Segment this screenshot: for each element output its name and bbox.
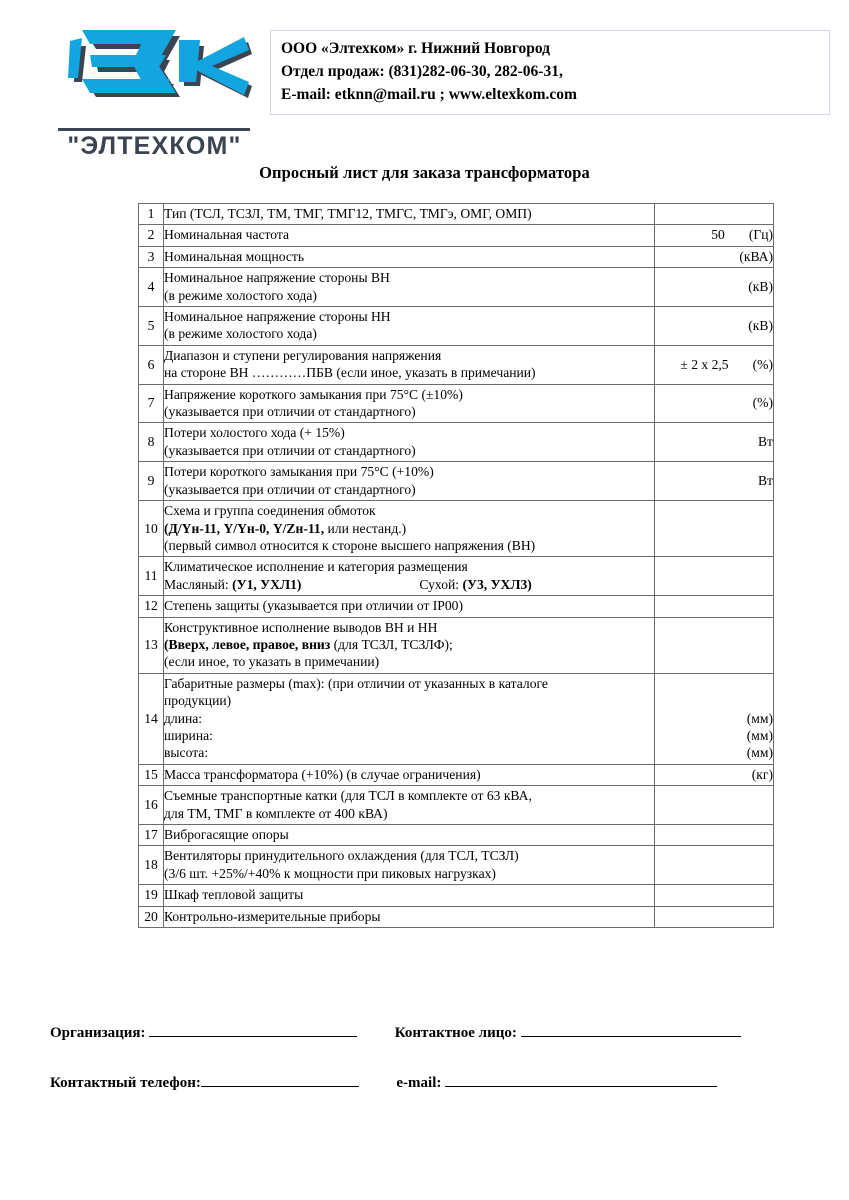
row-value-cell[interactable] (655, 345, 774, 384)
description-text: (3/6 шт. +25%/+40% к мощности при пиковых нагрузках) (164, 865, 496, 881)
row-number: 3 (139, 246, 164, 267)
description-text: Масляный: (164, 576, 233, 592)
contact-line-email-web: E-mail: etknn@mail.ru ; www.eltexkom.com (281, 86, 577, 103)
description-text: Потери холостого хода (+ 15%) (164, 425, 345, 441)
row-description (164, 307, 655, 346)
description-line (164, 597, 654, 614)
organization-input-line[interactable] (149, 1024, 357, 1037)
row-number: 14 (139, 673, 164, 764)
description-text: Вентиляторы принудительного охлаждения (для ТСЛ, ТСЗЛ) (164, 848, 519, 864)
row-number: 10 (139, 501, 164, 557)
description-line (164, 403, 654, 420)
row-value-line (655, 472, 773, 489)
row-value-cell[interactable] (655, 384, 774, 423)
row-value-cell[interactable] (655, 673, 774, 764)
description-line (164, 226, 654, 243)
description-line (164, 520, 654, 537)
row-description (164, 423, 655, 462)
description-text: (если иное, то указать в примечании) (164, 654, 380, 670)
description-emphasis: (У1, УХЛ1) (232, 576, 302, 592)
description-text: Номинальное напряжение стороны НН (164, 309, 391, 325)
description-text: (для ТСЗЛ, ТСЗЛФ); (330, 636, 453, 652)
description-line (164, 347, 654, 364)
row-description (164, 501, 655, 557)
description-emphasis: (Вверх, левое, правое, вниз (164, 636, 331, 652)
row-unit: (кВА) (739, 248, 773, 264)
logo-divider (58, 128, 250, 131)
row-description (164, 268, 655, 307)
table-row (139, 204, 774, 225)
row-value-line (655, 567, 773, 584)
description-emphasis: (Д/Yн-11, Y/Yн-0, Y/Zн-11, (164, 520, 325, 536)
row-value-cell[interactable] (655, 846, 774, 885)
company-logo (52, 24, 257, 160)
table-row (139, 246, 774, 267)
row-number: 17 (139, 825, 164, 846)
row-value-cell[interactable] (655, 307, 774, 346)
row-unit: (%) (752, 356, 773, 372)
description-line (164, 636, 654, 653)
row-number: 6 (139, 345, 164, 384)
contact-line-sales-phone: Отдел продаж: (831)282-06-30, 282-06-31, (281, 63, 563, 80)
description-line (164, 576, 654, 593)
table-row (139, 825, 774, 846)
row-description (164, 384, 655, 423)
description-text: (указывается при отличии от стандартного) (164, 442, 416, 458)
table-row (139, 345, 774, 384)
row-value-cell[interactable] (655, 906, 774, 927)
description-text: Контрольно-измерительные приборы (164, 908, 381, 924)
description-line (164, 865, 654, 882)
description-line (164, 744, 654, 761)
row-value-line (655, 636, 773, 653)
description-text: Номинальная мощность (164, 248, 305, 264)
row-number: 8 (139, 423, 164, 462)
row-description (164, 825, 655, 846)
row-value: 50 (711, 227, 725, 243)
description-text: на стороне ВН …………ПБВ (если иное, указать в примечании) (164, 365, 536, 381)
row-value-cell[interactable] (655, 462, 774, 501)
table-row (139, 225, 774, 246)
description-line (164, 269, 654, 286)
description-text: (указывается при отличии от стандартного) (164, 404, 416, 420)
row-value-cell[interactable] (655, 764, 774, 785)
table-row (139, 617, 774, 673)
footer-row-phone-email (50, 1074, 810, 1092)
row-unit: (кг) (751, 766, 773, 782)
row-value-line (655, 394, 773, 411)
phone-label: Контактный телефон (50, 1075, 196, 1091)
row-value-cell[interactable] (655, 885, 774, 906)
description-text: Номинальное напряжение стороны ВН (164, 270, 390, 286)
email-input-line[interactable] (445, 1074, 717, 1087)
description-text: Тип (164, 206, 187, 221)
row-number: 7 (139, 384, 164, 423)
row-number: 9 (139, 462, 164, 501)
row-description (164, 225, 655, 246)
logo-wordmark: "ЭЛТЕХКОМ" (67, 132, 242, 160)
row-description (164, 596, 655, 617)
row-unit: Вт (757, 472, 773, 488)
description-line (164, 727, 654, 744)
phone-input-line[interactable] (201, 1074, 359, 1087)
table-row (139, 268, 774, 307)
description-text: (указывается при отличии от стандартного) (164, 481, 416, 497)
row-description (164, 345, 655, 384)
row-description (164, 764, 655, 785)
description-text: Потери короткого замыкания при 75°С (+10%) (164, 464, 434, 480)
contact-person-input-line[interactable] (521, 1024, 741, 1037)
description-text: Масса трансформатора (+10%) (в случае ограничения) (164, 766, 481, 782)
description-text: Габаритные размеры (max): (при отличии от указанных в каталоге (164, 675, 548, 691)
description-line (164, 675, 654, 692)
description-text: Виброгасящие опоры (164, 827, 289, 842)
row-description (164, 557, 655, 596)
row-value-line (655, 796, 773, 813)
row-number: 13 (139, 617, 164, 673)
description-line (164, 502, 654, 519)
row-number: 4 (139, 268, 164, 307)
row-description (164, 846, 655, 885)
description-text: Напряжение короткого замыкания при 75°С (±10%) (164, 386, 463, 402)
page-header (0, 0, 849, 160)
description-text: ширина: (164, 727, 213, 743)
description-text: (ТСЛ, ТСЗЛ, ТМ, ТМГ, ТМГ12, ТМГС, ТМГэ, ОМГ, ОМП) (186, 206, 532, 221)
row-value: ± 2 x 2,5 (680, 356, 729, 372)
table-row (139, 307, 774, 346)
description-text: Шкаф тепловой защиты (164, 887, 304, 903)
row-number: 2 (139, 225, 164, 246)
row-unit: (Гц) (748, 227, 773, 243)
row-value-line (655, 856, 773, 873)
row-unit: (%) (752, 395, 773, 411)
table-row (139, 384, 774, 423)
description-emphasis: (У3, УХЛ3) (462, 576, 532, 592)
contact-person-label: Контактное лицо: (394, 1025, 517, 1041)
row-value-line (655, 520, 773, 537)
row-number: 12 (139, 596, 164, 617)
description-line (164, 826, 654, 843)
description-text: Климатическое исполнение и категория размещения (164, 559, 468, 575)
row-value-line (655, 205, 773, 222)
row-unit: (мм) (746, 727, 773, 743)
description-line (164, 847, 654, 864)
row-description (164, 885, 655, 906)
description-line (164, 710, 654, 727)
row-value-cell[interactable] (655, 617, 774, 673)
description-line (164, 325, 654, 342)
row-number: 15 (139, 764, 164, 785)
description-line (164, 653, 654, 670)
row-value-line (655, 433, 773, 450)
row-number: 5 (139, 307, 164, 346)
description-text: Диапазон и ступени регулирования напряжения (164, 347, 442, 363)
eltexkom-logo-icon (52, 24, 257, 108)
table-row (139, 885, 774, 906)
description-line (164, 364, 654, 381)
row-number: 20 (139, 906, 164, 927)
description-text: продукции) (164, 693, 232, 709)
table-row (139, 462, 774, 501)
table-row (139, 501, 774, 557)
row-description (164, 906, 655, 927)
row-value-cell[interactable] (655, 786, 774, 825)
description-text: или нестанд.) (324, 520, 407, 536)
row-value-cell[interactable] (655, 501, 774, 557)
row-value-cell[interactable] (655, 596, 774, 617)
row-value-line (655, 597, 773, 614)
description-line (164, 805, 654, 822)
description-line (164, 442, 654, 459)
table-row (139, 786, 774, 825)
questionnaire-table (138, 203, 774, 928)
table-row (139, 673, 774, 764)
questionnaire-table-body (139, 204, 774, 928)
description-line (164, 537, 654, 554)
table-row (139, 596, 774, 617)
description-line (164, 908, 654, 925)
table-row (139, 423, 774, 462)
row-value-cell[interactable] (655, 423, 774, 462)
description-line (164, 386, 654, 403)
row-unit: Вт (757, 434, 773, 450)
description-text: (первый символ относится к стороне высшего напряжения (ВН) (164, 537, 536, 553)
description-line (164, 424, 654, 441)
row-description (164, 246, 655, 267)
email-label: e-mail: (396, 1075, 442, 1091)
row-description (164, 786, 655, 825)
description-text: Съемные транспортные катки (для ТСЛ в комплекте от 63 кВА, (164, 788, 532, 804)
description-text: Сухой: (419, 576, 463, 592)
description-line (164, 481, 654, 498)
description-line (164, 463, 654, 480)
table-row (139, 846, 774, 885)
row-unit-blank (655, 675, 773, 692)
row-unit: (кВ) (748, 317, 773, 333)
row-value-cell[interactable] (655, 246, 774, 267)
description-line (164, 787, 654, 804)
row-value-line (655, 766, 773, 783)
footer-row-organization (50, 1024, 810, 1042)
description-line (164, 619, 654, 636)
description-line (164, 766, 654, 783)
company-contact-box (270, 30, 830, 115)
description-line (164, 558, 654, 575)
row-unit-blank (655, 692, 773, 709)
description-line (164, 287, 654, 304)
row-value-line (655, 356, 773, 373)
description-text: (в режиме холостого хода) (164, 326, 317, 342)
description-text: высота: (164, 745, 209, 761)
description-text: длина: (164, 710, 203, 726)
row-description (164, 673, 655, 764)
row-value-line (655, 908, 773, 925)
row-number: 1 (139, 204, 164, 225)
description-text: для ТМ, ТМГ в комплекте от 400 кВА) (164, 805, 388, 821)
description-line (164, 248, 654, 265)
row-number: 11 (139, 557, 164, 596)
row-value-cell[interactable] (655, 204, 774, 225)
page-title: Опросный лист для заказа трансформатора (259, 163, 590, 182)
row-value-cell[interactable] (655, 268, 774, 307)
contact-line-company: ООО «Элтехком» г. Нижний Новгород (281, 40, 550, 57)
row-value-cell[interactable] (655, 825, 774, 846)
row-value-line (655, 886, 773, 903)
row-unit: (мм) (746, 745, 773, 761)
row-value-line (655, 826, 773, 843)
description-text: (в режиме холостого хода) (164, 287, 317, 303)
row-value-line (655, 248, 773, 265)
phone-label-colon: : (195, 1075, 201, 1091)
description-text: Степень защиты (указывается при отличии от IP00) (164, 598, 463, 614)
description-line (164, 692, 654, 709)
description-line (164, 205, 654, 222)
organization-label: Организация: (50, 1025, 146, 1041)
row-description (164, 204, 655, 225)
row-number: 19 (139, 885, 164, 906)
table-row (139, 906, 774, 927)
description-line (164, 886, 654, 903)
description-text: Конструктивное исполнение выводов ВН и НН (164, 619, 438, 635)
row-number: 16 (139, 786, 164, 825)
table-row (139, 764, 774, 785)
row-value-line (655, 278, 773, 295)
description-line (164, 308, 654, 325)
row-description (164, 462, 655, 501)
row-description (164, 617, 655, 673)
table-row (139, 557, 774, 596)
row-value-line (655, 317, 773, 334)
row-number: 18 (139, 846, 164, 885)
description-text: Номинальная частота (164, 227, 290, 243)
row-unit: (мм) (746, 710, 773, 726)
row-value-cell[interactable] (655, 557, 774, 596)
row-value-cell[interactable] (655, 225, 774, 246)
row-unit: (кВ) (748, 278, 773, 294)
questionnaire-table-wrap (138, 203, 772, 928)
description-text: Схема и группа соединения обмоток (164, 503, 376, 519)
row-value-line (655, 226, 773, 243)
